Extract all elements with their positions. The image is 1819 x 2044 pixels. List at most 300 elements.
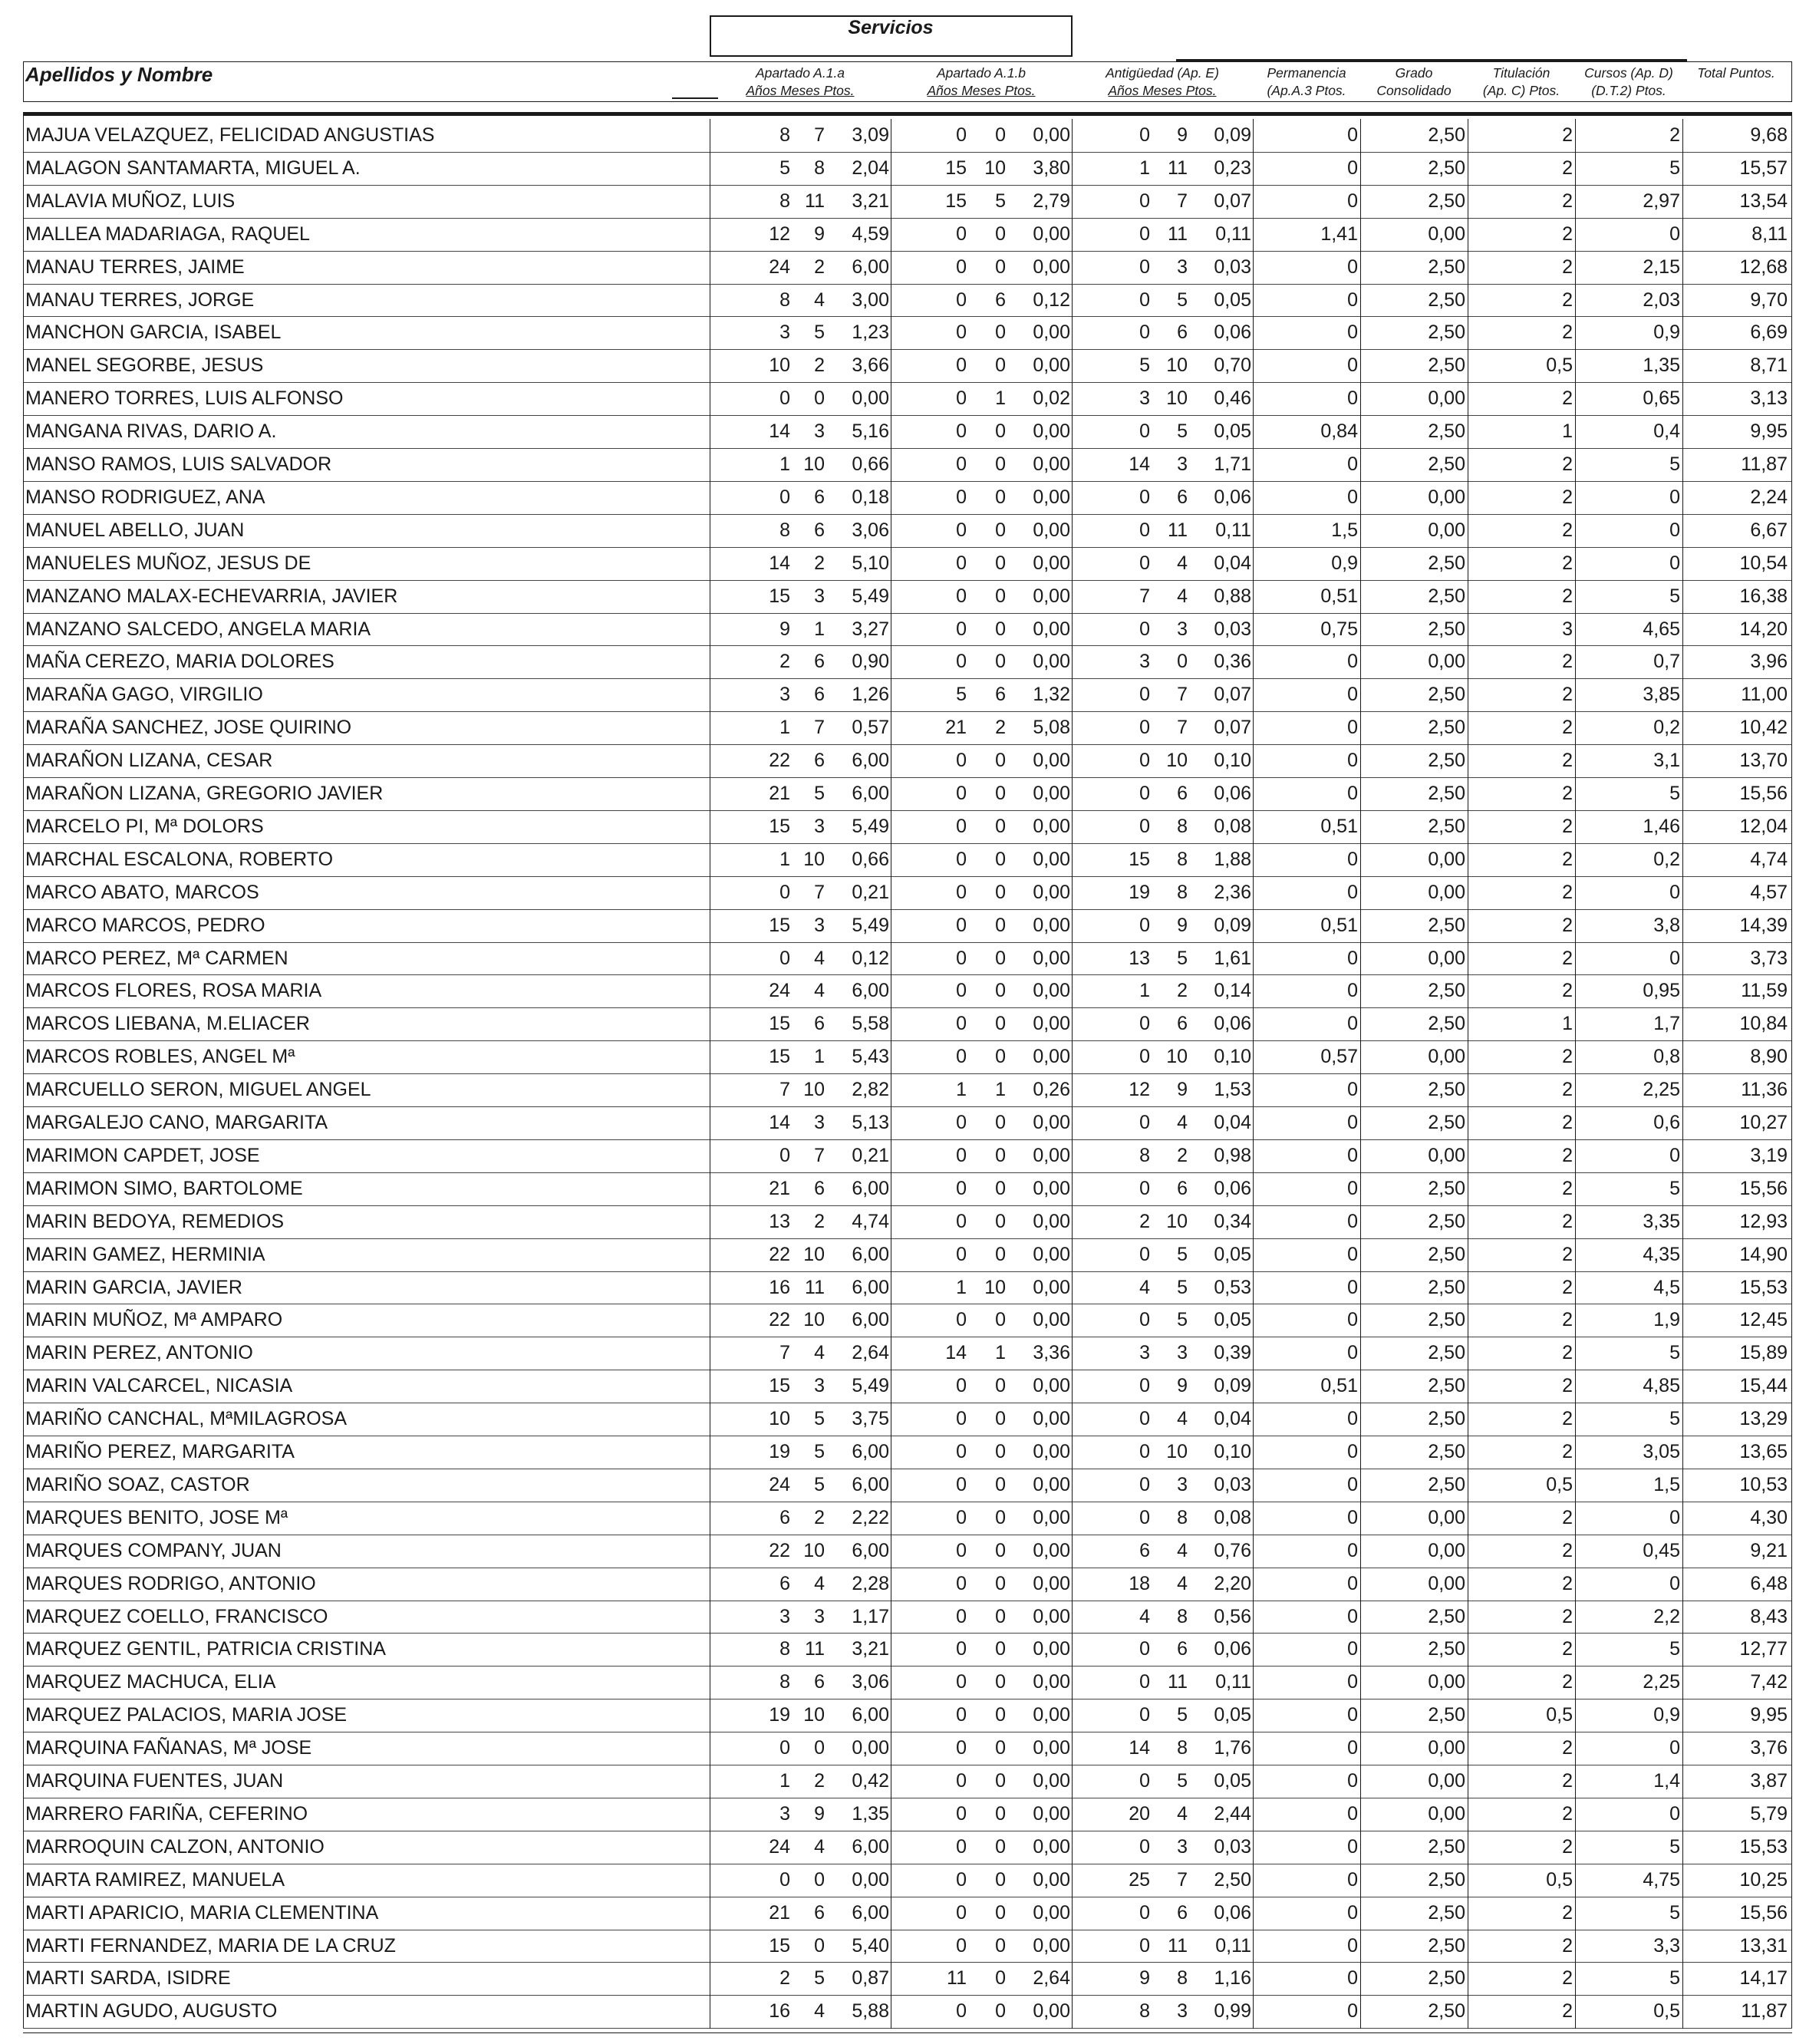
cell-permanencia: 0,51	[1320, 915, 1358, 936]
cell-cursos: 3,35	[1643, 1211, 1680, 1232]
cell-a1b-years: 0	[956, 453, 967, 475]
cell-total: 15,44	[1739, 1375, 1788, 1396]
cell-a1b-years: 0	[956, 354, 967, 376]
cell-a1a-months: 5	[814, 321, 825, 343]
cell-a1a-points: 1,17	[852, 1606, 889, 1627]
cell-a1b-months: 0	[995, 1474, 1006, 1495]
cell-permanencia: 0	[1347, 651, 1358, 672]
cell-name: MARQUEZ GENTIL, PATRICIA CRISTINA	[25, 1638, 386, 1660]
cell-cursos: 0,9	[1653, 321, 1680, 343]
cell-a1b-years: 0	[956, 1638, 967, 1660]
cell-a1a-points: 5,49	[852, 1375, 889, 1396]
cell-a1a-points: 3,21	[852, 1638, 889, 1660]
cell-permanencia: 0	[1347, 289, 1358, 311]
cell-a1b-points: 3,36	[1033, 1342, 1070, 1363]
cell-permanencia: 0	[1347, 1277, 1358, 1298]
cell-a1a-months: 2	[814, 1507, 825, 1528]
cell-antig-years: 0	[1139, 684, 1150, 705]
cell-name: MARTIN AGUDO, AUGUSTO	[25, 2000, 278, 2022]
cell-antig-months: 5	[1177, 1244, 1188, 1265]
cell-titulacion: 2	[1562, 1112, 1573, 1133]
cell-a1a-years: 22	[769, 1540, 790, 1561]
cell-antig-years: 1	[1139, 980, 1150, 1001]
cell-a1a-points: 3,06	[852, 1671, 889, 1693]
cell-permanencia: 1,5	[1331, 519, 1358, 541]
cell-name: MANUELES MUÑOZ, JESUS DE	[25, 552, 311, 574]
cell-antig-years: 3	[1139, 1342, 1150, 1363]
cell-grado: 2,50	[1428, 1079, 1465, 1100]
cell-antig-years: 14	[1129, 1737, 1150, 1759]
cell-a1b-years: 0	[956, 849, 967, 870]
cell-a1b-years: 0	[956, 1474, 967, 1495]
cell-antig-months: 8	[1177, 1507, 1188, 1528]
cell-grado: 2,50	[1428, 420, 1465, 442]
cell-grado: 2,50	[1428, 1244, 1465, 1265]
cell-a1a-points: 2,28	[852, 1573, 889, 1594]
cell-cursos: 2,15	[1643, 256, 1680, 278]
cell-antig-years: 0	[1139, 618, 1150, 640]
cell-a1a-years: 21	[769, 783, 790, 804]
cell-a1a-points: 0,90	[852, 651, 889, 672]
cell-total: 11,59	[1741, 980, 1788, 1001]
cell-antig-points: 0,11	[1215, 519, 1251, 541]
cell-antig-years: 20	[1129, 1803, 1150, 1825]
cell-a1b-points: 2,64	[1033, 1967, 1070, 1989]
cell-a1a-years: 10	[769, 354, 790, 376]
cell-a1a-months: 3	[814, 915, 825, 936]
cell-permanencia: 0	[1347, 1638, 1358, 1660]
cell-titulacion: 2	[1562, 1737, 1573, 1759]
cell-a1b-years: 0	[956, 585, 967, 607]
cell-total: 11,36	[1741, 1079, 1788, 1100]
cell-antig-years: 9	[1139, 1967, 1150, 1989]
cell-a1b-months: 0	[995, 1244, 1006, 1265]
cell-permanencia: 0	[1347, 1408, 1358, 1429]
cell-a1b-years: 0	[956, 1935, 967, 1957]
cell-a1b-points: 0,00	[1033, 948, 1070, 969]
cell-antig-months: 4	[1177, 1803, 1188, 1825]
cell-cursos: 1,46	[1643, 816, 1680, 837]
cell-a1b-years: 21	[945, 717, 967, 738]
cell-a1a-months: 7	[814, 124, 825, 146]
cell-a1b-points: 0,00	[1033, 519, 1070, 541]
cell-a1a-years: 1	[779, 849, 790, 870]
cell-cursos: 0	[1669, 552, 1680, 574]
cell-antig-points: 0,06	[1214, 321, 1251, 343]
cell-total: 16,38	[1739, 585, 1788, 607]
cell-a1b-years: 0	[956, 1573, 967, 1594]
cell-a1a-years: 9	[779, 618, 790, 640]
cell-permanencia: 0	[1347, 783, 1358, 804]
cell-total: 13,65	[1739, 1441, 1788, 1462]
cell-permanencia: 0	[1347, 1671, 1358, 1693]
cell-a1a-points: 0,12	[852, 948, 889, 969]
cell-cursos: 4,65	[1643, 618, 1680, 640]
cell-a1b-months: 0	[995, 1967, 1006, 1989]
total-header: Total Puntos.	[1697, 65, 1775, 81]
cell-a1b-years: 0	[956, 223, 967, 245]
cell-a1a-years: 3	[779, 1803, 790, 1825]
cell-grado: 0,00	[1428, 948, 1465, 969]
cell-antig-points: 0,06	[1214, 1013, 1251, 1034]
cell-titulacion: 2	[1562, 1178, 1573, 1199]
cell-total: 15,89	[1739, 1342, 1788, 1363]
cell-antig-years: 0	[1139, 1046, 1150, 1067]
cell-antig-months: 7	[1177, 1869, 1188, 1891]
cell-a1a-years: 3	[779, 684, 790, 705]
cell-name: MARQUINA FUENTES, JUAN	[25, 1770, 284, 1792]
cell-a1a-years: 10	[769, 1408, 790, 1429]
cell-name: MARTI SARDA, ISIDRE	[25, 1967, 231, 1989]
cell-antig-months: 2	[1177, 1145, 1188, 1166]
cell-a1b-months: 0	[995, 1573, 1006, 1594]
cell-a1b-points: 0,00	[1033, 1178, 1070, 1199]
cell-antig-years: 0	[1139, 190, 1150, 212]
cell-total: 12,68	[1739, 256, 1788, 278]
cell-total: 15,56	[1739, 1178, 1788, 1199]
cell-permanencia: 0,51	[1320, 816, 1358, 837]
cell-grado: 0,00	[1428, 387, 1465, 409]
cell-a1a-years: 24	[769, 256, 790, 278]
cell-antig-points: 0,04	[1214, 552, 1251, 574]
cell-antig-years: 14	[1129, 453, 1150, 475]
cell-name: MANZANO MALAX-ECHEVARRIA, JAVIER	[25, 585, 398, 607]
cell-a1b-points: 0,00	[1033, 1540, 1070, 1561]
cell-a1b-years: 0	[956, 1737, 967, 1759]
cell-name: MARCO ABATO, MARCOS	[25, 882, 259, 903]
cell-antig-months: 4	[1177, 1540, 1188, 1561]
cell-a1a-years: 15	[769, 1375, 790, 1396]
cell-total: 3,19	[1750, 1145, 1788, 1166]
cell-total: 15,56	[1739, 783, 1788, 804]
cell-a1b-years: 0	[956, 1178, 967, 1199]
cell-titulacion: 1	[1562, 1013, 1573, 1034]
cell-a1b-points: 0,00	[1033, 585, 1070, 607]
cell-a1a-months: 0	[814, 1869, 825, 1891]
cell-titulacion: 2	[1562, 1375, 1573, 1396]
cell-name: MARAÑON LIZANA, CESAR	[25, 750, 273, 771]
cell-a1a-points: 6,00	[852, 1309, 889, 1330]
cell-a1a-years: 14	[769, 1112, 790, 1133]
cell-total: 9,70	[1750, 289, 1788, 311]
cell-permanencia: 0,75	[1320, 618, 1358, 640]
cell-total: 3,87	[1750, 1770, 1788, 1792]
cell-permanencia: 0	[1347, 849, 1358, 870]
cell-titulacion: 2	[1562, 585, 1573, 607]
cell-a1b-points: 0,00	[1033, 1277, 1070, 1298]
cell-name: MANSO RAMOS, LUIS SALVADOR	[25, 453, 332, 475]
cell-antig-points: 0,07	[1214, 717, 1251, 738]
cell-a1a-points: 6,00	[852, 1244, 889, 1265]
cell-a1a-months: 5	[814, 1474, 825, 1495]
cell-a1b-months: 0	[995, 1046, 1006, 1067]
cell-antig-years: 19	[1129, 882, 1150, 903]
cell-name: MARCUELLO SERON, MIGUEL ANGEL	[25, 1079, 371, 1100]
cell-a1a-points: 6,00	[852, 256, 889, 278]
cell-antig-months: 11	[1168, 223, 1188, 245]
cell-a1b-points: 0,00	[1033, 783, 1070, 804]
cell-antig-years: 0	[1139, 1309, 1150, 1330]
cell-a1a-months: 6	[814, 1178, 825, 1199]
cell-antig-years: 0	[1139, 124, 1150, 146]
cell-grado: 0,00	[1428, 882, 1465, 903]
cell-a1b-months: 0	[995, 750, 1006, 771]
cell-a1a-points: 2,82	[852, 1079, 889, 1100]
cell-grado: 2,50	[1428, 1178, 1465, 1199]
cell-a1a-months: 0	[814, 1935, 825, 1957]
cell-name: MANGANA RIVAS, DARIO A.	[25, 420, 277, 442]
cell-antig-points: 1,53	[1214, 1079, 1251, 1100]
cell-a1b-points: 0,00	[1033, 1737, 1070, 1759]
cell-a1a-years: 14	[769, 552, 790, 574]
cell-total: 10,27	[1739, 1112, 1788, 1133]
cell-name: MAÑA CEREZO, MARIA DOLORES	[25, 651, 334, 672]
cell-a1a-months: 5	[814, 1408, 825, 1429]
cell-cursos: 0,2	[1653, 849, 1680, 870]
cell-a1a-points: 5,40	[852, 1935, 889, 1957]
cell-a1a-months: 5	[814, 1441, 825, 1462]
cell-a1a-months: 2	[814, 256, 825, 278]
cell-permanencia: 0	[1347, 1540, 1358, 1561]
cell-a1b-years: 0	[956, 1704, 967, 1726]
cell-antig-years: 0	[1139, 519, 1150, 541]
cell-antig-months: 3	[1177, 256, 1188, 278]
cell-permanencia: 0	[1347, 486, 1358, 508]
cell-antig-points: 0,88	[1214, 585, 1251, 607]
cell-a1a-points: 0,00	[852, 1869, 889, 1891]
cell-a1a-months: 10	[803, 1244, 825, 1265]
cell-titulacion: 2	[1562, 1573, 1573, 1594]
cell-a1a-years: 15	[769, 1046, 790, 1067]
cursos-header: Cursos (Ap. D) (D.T.2) Ptos.	[1584, 65, 1673, 98]
cell-a1b-points: 0,00	[1033, 1902, 1070, 1924]
cell-a1a-points: 3,75	[852, 1408, 889, 1429]
cell-a1b-points: 0,00	[1033, 750, 1070, 771]
cell-antig-years: 8	[1139, 2000, 1150, 2022]
cell-titulacion: 2	[1562, 1408, 1573, 1429]
cell-permanencia: 0	[1347, 882, 1358, 903]
cell-a1b-points: 0,00	[1033, 1573, 1070, 1594]
cell-antig-points: 0,03	[1214, 618, 1251, 640]
cell-a1b-years: 0	[956, 948, 967, 969]
cell-a1b-years: 5	[956, 684, 967, 705]
cell-permanencia: 0	[1347, 354, 1358, 376]
cell-titulacion: 2	[1562, 124, 1573, 146]
cell-a1a-years: 2	[779, 651, 790, 672]
cell-grado: 2,50	[1428, 585, 1465, 607]
cell-a1b-years: 0	[956, 552, 967, 574]
cell-titulacion: 2	[1562, 882, 1573, 903]
cell-a1b-points: 0,00	[1033, 420, 1070, 442]
cell-grado: 0,00	[1428, 1803, 1465, 1825]
cell-a1a-years: 16	[769, 2000, 790, 2022]
cell-titulacion: 2	[1562, 453, 1573, 475]
cell-a1a-points: 1,26	[852, 684, 889, 705]
cell-a1a-points: 3,66	[852, 354, 889, 376]
cell-a1b-points: 0,00	[1033, 1474, 1070, 1495]
cell-antig-points: 0,10	[1214, 1046, 1251, 1067]
cell-a1a-years: 6	[779, 1507, 790, 1528]
cell-a1b-points: 0,00	[1033, 618, 1070, 640]
cell-a1b-points: 0,00	[1033, 486, 1070, 508]
cell-a1b-years: 0	[956, 882, 967, 903]
cell-antig-points: 1,61	[1214, 948, 1251, 969]
cell-name: MARQUES RODRIGO, ANTONIO	[25, 1573, 316, 1594]
cell-a1a-years: 7	[779, 1079, 790, 1100]
cell-antig-months: 5	[1177, 1704, 1188, 1726]
cell-antig-months: 3	[1177, 618, 1188, 640]
cell-a1b-months: 0	[995, 1803, 1006, 1825]
cell-total: 3,76	[1750, 1737, 1788, 1759]
cell-antig-months: 10	[1166, 1441, 1188, 1462]
cell-cursos: 2,2	[1653, 1606, 1680, 1627]
cell-antig-points: 0,34	[1214, 1211, 1251, 1232]
cell-antig-years: 0	[1139, 1770, 1150, 1792]
cell-cursos: 2,03	[1643, 289, 1680, 311]
cell-a1a-months: 7	[814, 1145, 825, 1166]
cell-antig-months: 10	[1166, 1211, 1188, 1232]
cell-a1b-points: 0,00	[1033, 1869, 1070, 1891]
cell-permanencia: 0	[1347, 190, 1358, 212]
cell-titulacion: 2	[1562, 1441, 1573, 1462]
cell-antig-years: 2	[1139, 1211, 1150, 1232]
cell-a1b-points: 0,00	[1033, 223, 1070, 245]
cell-antig-points: 0,46	[1214, 387, 1251, 409]
cell-a1b-months: 0	[995, 486, 1006, 508]
cell-titulacion: 2	[1562, 915, 1573, 936]
cell-a1b-years: 0	[956, 2000, 967, 2022]
cell-antig-points: 0,03	[1214, 1474, 1251, 1495]
cell-a1b-points: 0,00	[1033, 453, 1070, 475]
cell-permanencia: 0	[1347, 1770, 1358, 1792]
cell-titulacion: 0,5	[1546, 1474, 1573, 1495]
cell-grado: 2,50	[1428, 1935, 1465, 1957]
cell-titulacion: 2	[1562, 223, 1573, 245]
cell-grado: 0,00	[1428, 486, 1465, 508]
cell-total: 12,04	[1739, 816, 1788, 837]
cell-a1a-points: 1,23	[852, 321, 889, 343]
cell-a1a-years: 0	[779, 1869, 790, 1891]
cell-a1a-months: 5	[814, 783, 825, 804]
cell-antig-months: 0	[1177, 651, 1188, 672]
cell-total: 10,54	[1739, 552, 1788, 574]
cell-a1b-months: 0	[995, 980, 1006, 1001]
cell-a1a-months: 3	[814, 1606, 825, 1627]
cell-antig-months: 11	[1168, 1935, 1188, 1957]
cell-a1b-months: 0	[995, 420, 1006, 442]
cell-grado: 2,50	[1428, 321, 1465, 343]
cell-total: 13,29	[1739, 1408, 1788, 1429]
cell-cursos: 0	[1669, 1145, 1680, 1166]
cell-total: 8,90	[1750, 1046, 1788, 1067]
cell-a1b-points: 0,00	[1033, 1013, 1070, 1034]
cell-antig-points: 2,20	[1214, 1573, 1251, 1594]
cell-a1a-months: 2	[814, 552, 825, 574]
cell-permanencia: 0	[1347, 1309, 1358, 1330]
cell-antig-months: 7	[1177, 190, 1188, 212]
cell-total: 9,21	[1750, 1540, 1788, 1561]
cell-name: MARCOS FLORES, ROSA MARIA	[25, 980, 322, 1001]
cell-grado: 2,50	[1428, 1474, 1465, 1495]
cell-name: MARIN GARCIA, JAVIER	[25, 1277, 242, 1298]
cell-total: 12,45	[1739, 1309, 1788, 1330]
cell-titulacion: 1	[1562, 420, 1573, 442]
cell-a1b-months: 0	[995, 354, 1006, 376]
cell-cursos: 0	[1669, 1507, 1680, 1528]
cell-a1a-months: 6	[814, 519, 825, 541]
cell-antig-months: 3	[1177, 2000, 1188, 2022]
cell-grado: 0,00	[1428, 1770, 1465, 1792]
cell-a1b-months: 1	[995, 387, 1006, 409]
cell-titulacion: 3	[1562, 618, 1573, 640]
cell-total: 6,48	[1750, 1573, 1788, 1594]
cell-cursos: 0,95	[1643, 980, 1680, 1001]
cell-a1a-months: 3	[814, 585, 825, 607]
cell-cursos: 1,4	[1653, 1770, 1680, 1792]
cell-antig-years: 0	[1139, 1441, 1150, 1462]
cell-grado: 0,00	[1428, 651, 1465, 672]
cell-name: MANAU TERRES, JAIME	[25, 256, 245, 278]
cell-antig-months: 8	[1177, 1967, 1188, 1989]
permanencia-header: Permanencia (Ap.A.3 Ptos.	[1267, 65, 1346, 98]
cell-antig-years: 0	[1139, 1474, 1150, 1495]
cell-antig-points: 0,05	[1214, 289, 1251, 311]
cell-a1a-years: 0	[779, 948, 790, 969]
cell-antig-months: 8	[1177, 1606, 1188, 1627]
cell-titulacion: 2	[1562, 651, 1573, 672]
cell-antig-points: 0,07	[1214, 190, 1251, 212]
cell-permanencia: 0	[1347, 1244, 1358, 1265]
cell-antig-points: 0,76	[1214, 1540, 1251, 1561]
cell-a1b-years: 0	[956, 124, 967, 146]
cell-a1b-years: 0	[956, 1507, 967, 1528]
cell-a1a-months: 5	[814, 1967, 825, 1989]
cell-grado: 2,50	[1428, 1869, 1465, 1891]
cell-name: MARCELO PI, Mª DOLORS	[25, 816, 264, 837]
cell-a1a-years: 24	[769, 980, 790, 1001]
cell-total: 15,57	[1739, 157, 1788, 179]
cell-a1b-points: 3,80	[1033, 157, 1070, 179]
cell-cursos: 0,7	[1653, 651, 1680, 672]
cell-antig-years: 0	[1139, 816, 1150, 837]
cell-a1a-months: 9	[814, 223, 825, 245]
cell-antig-months: 8	[1177, 849, 1188, 870]
cell-cursos: 2	[1669, 124, 1680, 146]
cell-a1a-points: 1,35	[852, 1803, 889, 1825]
cell-a1b-months: 6	[995, 684, 1006, 705]
cell-a1a-years: 8	[779, 289, 790, 311]
cell-a1b-years: 0	[956, 1902, 967, 1924]
cell-name: MARIÑO SOAZ, CASTOR	[25, 1474, 250, 1495]
cell-a1a-months: 4	[814, 948, 825, 969]
cell-a1a-points: 5,49	[852, 816, 889, 837]
cell-a1b-months: 0	[995, 1869, 1006, 1891]
cell-a1a-years: 13	[769, 1211, 790, 1232]
cell-name: MARQUEZ COELLO, FRANCISCO	[25, 1606, 328, 1627]
cell-a1b-points: 0,00	[1033, 849, 1070, 870]
cell-a1a-months: 3	[814, 816, 825, 837]
cell-titulacion: 2	[1562, 1309, 1573, 1330]
cell-antig-years: 0	[1139, 1836, 1150, 1858]
cell-antig-months: 4	[1177, 1408, 1188, 1429]
cell-grado: 2,50	[1428, 618, 1465, 640]
cell-a1b-points: 0,00	[1033, 1803, 1070, 1825]
cell-a1a-months: 4	[814, 2000, 825, 2022]
cell-permanencia: 0	[1347, 980, 1358, 1001]
cell-a1a-points: 0,66	[852, 453, 889, 475]
cell-antig-years: 0	[1139, 915, 1150, 936]
a1a-header: Apartado A.1.a Años Meses Ptos.	[746, 65, 855, 98]
